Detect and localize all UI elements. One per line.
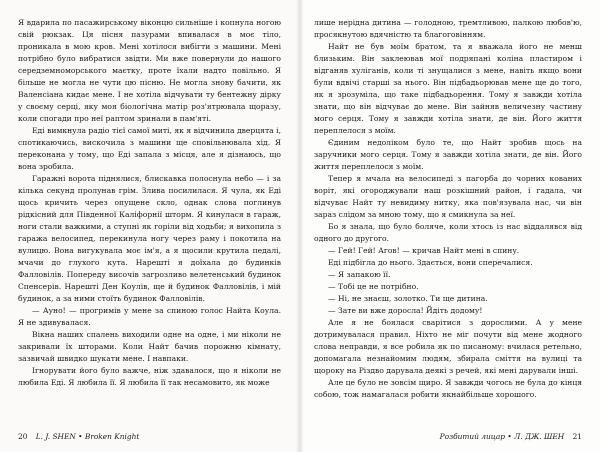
left-page-footer bbox=[18, 432, 139, 441]
paragraph: Бо я знала, що було боляче, коли хтось із нас віддалявся від одного до другого. bbox=[314, 222, 582, 243]
paragraph: Ігнорувати його було важче, ніж здавалося, що я ніколи не любила Еді. Я любила її. Я любила її так несамовито, як може bbox=[18, 366, 281, 387]
paragraph: Єдиним недоліком було те, що Найт зробив щось на заручники мого серця. Тому я завжди хотіла знати, де він. Його життя переплелося з моїм. bbox=[314, 138, 582, 171]
paragraph: Найт не був моїм братом, та я вважала його не менш близьким. Він заклеював мої подряпані коліна пластиром і відганяв хуліганів, коли ті знущалися з мене, навіть якщо вони були вдвічі старші за нього. Він підбадьорював мене ще до того, як я зрозуміла, що таке підбадьорення. Тому я завжди хотіла знати, що він відчуває до мене. Він зайняв величезну частину мого серця. Тому я завжди хотіла знати, де він. Його життя переплелося з моїм. bbox=[314, 42, 582, 135]
paragraph: — Зате ви вже доросла! Йдіть додому! bbox=[328, 306, 483, 315]
right-page-footer bbox=[440, 432, 582, 441]
paragraph: — Тобі це не потрібно. bbox=[328, 282, 419, 291]
paragraph: — Ні, не знаєш, золотко. Ти ще дитина. bbox=[328, 294, 488, 303]
paragraph: Тепер я мчала на велосипеді з пагорба до чорних кованих воріт, які огороджували наш розкішний район, і гадала, чи відчуває Найт ту невидиму нитку, яка пов'язувала нас, чи він зараз слідом за мною тому, що я смикнула за неї. bbox=[314, 174, 582, 219]
paragraph: Еді підбігла до нього. Здається, вони сперечалися. bbox=[328, 258, 533, 267]
paragraph: лише нерідна дитина — голодною, тремтливою, палкою любов'ю, просякнутою вдячністю та благоговінням. bbox=[314, 18, 582, 39]
paragraph: — Гей! Гей! Агов! — кричав Найт мені в спину. bbox=[328, 246, 520, 255]
paragraph: Вікна наших спалень виходили одне на одне, і ми ніколи не закривали їх шторами. Коли Найт бачив порожню кімнату, зазвичай швидко шукати мене. І навпаки. bbox=[18, 330, 281, 363]
book-gutter bbox=[296, 0, 304, 452]
paragraph: Але я не боялася сварітися з дорослими. А у мене дотримувалася правил. Ніхто не міг почути від мене жодного слова неправди, я все робила як по писаному: вчилася ретельно, допомагала незнайомим людям, збирала сміття на вулиці та щороку на Різдво дарувала деякі з речей, які мені дарували інші. bbox=[314, 318, 582, 375]
page-number: 21 bbox=[572, 432, 582, 441]
paragraph: Еді вимкнула радіо тієї самої миті, як я відчинила дверцята і, спотикаючись, вискочила з машини ще сповільнювала хід. Я переконана у тому, що Еді запала з місця, але я дізнаюсь, що вона зробила. bbox=[18, 126, 281, 171]
page-number: 20 bbox=[18, 432, 28, 441]
running-header: Розбитий лицар • Л. ДЖ. ШЕН bbox=[439, 432, 565, 441]
paragraph: — Ауно! — прогримів у мене за спиною голос Найта Коула. Я не здивувалася. bbox=[18, 306, 281, 327]
running-header: L. J. SHEN • Broken Knight bbox=[35, 432, 140, 441]
right-page bbox=[300, 0, 600, 452]
left-page-text bbox=[18, 17, 281, 389]
paragraph: Але це було не зовсім щиро. Я завжди чогось не була до кінця собою, тож намагалася робити якнайбільше хорошого. bbox=[314, 378, 582, 399]
paragraph: — Я запакою її. bbox=[328, 270, 391, 279]
right-page-text bbox=[314, 17, 582, 401]
paragraph: Я вдарила по пасажирському віконцю сильніше і копнула ногою свій рюкзак. Ця пісня пазурами впивалася в моє тіло, проникала в мою кров. Мені хотілося вибігти з машини. Мені потрібно було вибратися звідти. Ми вже повернули до нашого середземноморського маєтку, проте їхали надто повільно. Я більше не могла не чути цю пісню. Не могла знову бачити, як Валенсіана кидає мене. І не хотіла відчувати ту бентежну дірку у своєму серці, яку моя біологічна матір роз'ятрювала щоразу, коли спогади про неї раптом зринали в пам'яті. bbox=[18, 18, 281, 123]
paragraph: Гаражні ворота піднялися, блискавка полоснула небо — і за кілька секунд пролунав грім. Злива посилилася. Я чула, як Еді щось кричить через опущене скло, однак слова поглинув рідкісний для Південної Каліфорнії шторм. Я кинулася в гараж, ноги стали важкими, а ступні як горіли від ходьби; я вихопила з гаража велосипед, перекинула ногу через раму і покотила на вулицю. Вона вигукувала моє ім'я, а я щосили крутила педалі, мчачи до глухого кута. Нарешті я доїхала до будинків Фалловілів. Попереду височів загрозливо велетенський будинок Спенсерів. Нарешті Ден Коулів, ще й будинок Фалловілів, і мій будинок, а за ними стоїть будинок Фалловілів. bbox=[18, 174, 281, 303]
